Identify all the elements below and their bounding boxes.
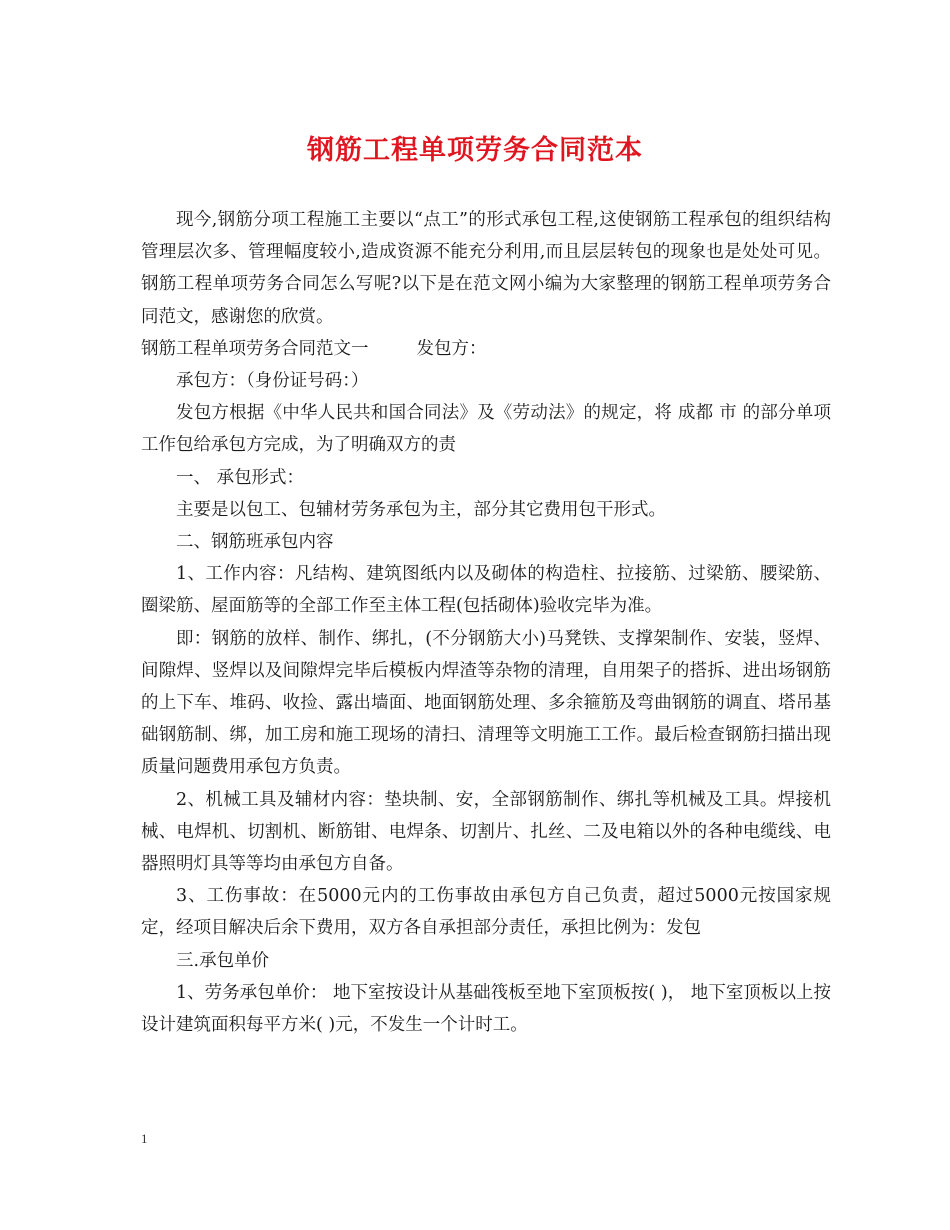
section-heading-2: 二、钢筋班承包内容 [176, 532, 334, 553]
document-title: 钢筋工程单项劳务合同范本 [307, 135, 643, 166]
paragraph-work-content: 1、工作内容：凡结构、建筑图纸内以及砌体的构造柱、拉接筋、过梁筋、腰梁筋、圈梁筋、屋面筋等的全部工作至主体工程(包括砌体)验收完毕为准。 [141, 564, 831, 617]
paragraph-work-details: 即：钢筋的放样、制作、绑扎，(不分钢筋大小)马凳铁、支撑架制作、安装，竖焊、间隙焊、竖焊以及间隙焊完毕后模板内焊渣等杂物的清理，自用架子的搭拆、进出场钢筋的上下车、堆码、收捡、露出墙面、地面钢筋处理、多余箍筋及弯曲钢筋的调直、塔吊基础钢筋制、绑，加工房和施工现场的清扫、清理等文明施工工作。最后检查钢筋扫描出现质量问题费用承包方负责。 [141, 628, 831, 778]
paragraph-contractor: 承包方：（身份证号码：） [176, 371, 369, 392]
document-body [141, 204, 831, 1041]
section-heading-1: 一、 承包形式： [176, 467, 305, 488]
section-heading-3: 三.承包单价 [176, 950, 270, 971]
paragraph-contract-form: 主要是以包工、包辅材劳务承包为主，部分其它费用包干形式。 [176, 499, 666, 520]
paragraph-legal-basis: 发包方根据《中华人民共和国合同法》及《劳动法》的规定，将 成都 市 的部分单项工作包给承包方完成，为了明确双方的责 [141, 403, 831, 456]
paragraph-contract-heading [141, 333, 831, 365]
page-number: 1 [141, 1131, 148, 1146]
employer-label: 发包方： [416, 338, 487, 359]
paragraph-intro: 现今,钢筋分项工程施工主要以“点工”的形式承包工程,这使钢筋工程承包的组织结构管理层次多、管理幅度较小,造成资源不能充分利用,而且层层转包的现象也是处处可见。钢筋工程单项劳务合同怎么写呢?以下是在范文网小编为大家整理的钢筋工程单项劳务合同范文，感谢您的欣赏。 [141, 210, 831, 327]
contract-sample-title: 钢筋工程单项劳务合同范文一 [141, 338, 369, 359]
paragraph-unit-price: 1、劳务承包单价： 地下室按设计从基础筏板至地下室顶板按( )， 地下室顶板以上按设计建筑面积每平方米( )元，不发生一个计时工。 [141, 982, 831, 1036]
paragraph-injury: 3、工伤事故：在5000元内的工伤事故由承包方自己负责，超过5000元按国家规定，经项目解决后余下费用，双方各自承担部分责任，承担比例为：发包 [141, 886, 831, 939]
paragraph-tools: 2、机械工具及辅材内容：垫块制、安，全部钢筋制作、绑扎等机械及工具。焊接机械、电焊机、切割机、断筋钳、电焊条、切割片、扎丝、二及电箱以外的各种电缆线、电器照明灯具等等均由承包方自备。 [141, 789, 831, 875]
